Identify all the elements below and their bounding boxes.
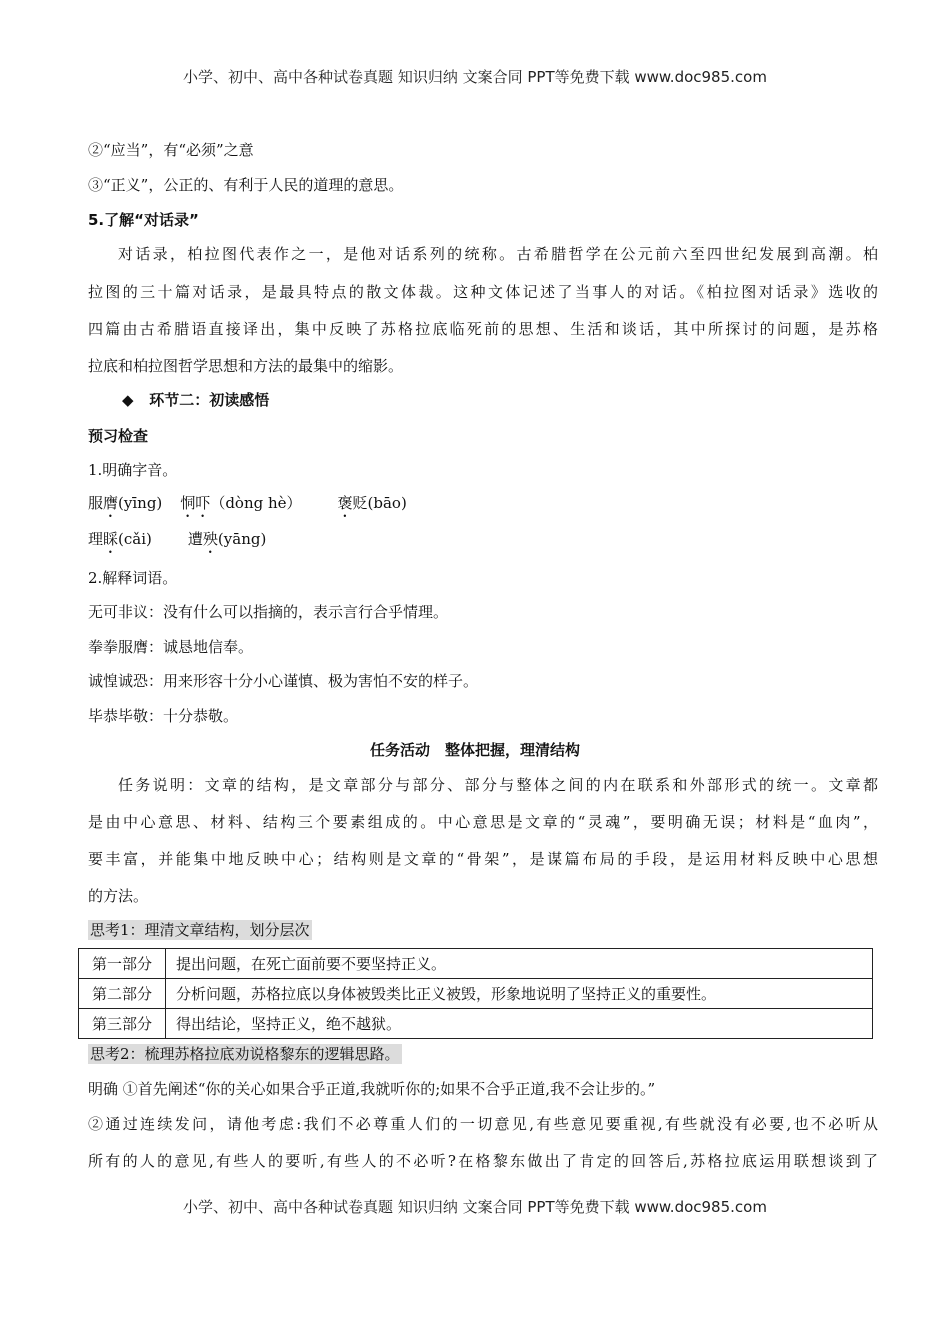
think-2-label: 思考2：梳理苏格拉底劝说格黎东的逻辑思路。 bbox=[90, 1045, 400, 1063]
pron-pinyin: （dòng hè） bbox=[210, 494, 302, 512]
think-2-line: 明确 ①首先阐述“你的关心如果合乎正道,我就听你的;如果不合乎正道,我不会让步的。” bbox=[88, 1080, 656, 1098]
term-definition: 无可非议：没有什么可以指摘的，表示言行合乎情理。 bbox=[88, 603, 449, 621]
page-header: 小学、初中、高中各种试卷真题 知识归纳 文案合同 PPT等免费下载 www.doc985.com bbox=[183, 68, 767, 86]
note-3: ③“正义”，公正的、有利于人民的道理的意思。 bbox=[88, 176, 404, 194]
think-2-line: 所有的人的意见,有些人的要听,有些人的不必听?在格黎东做出了肯定的回答后,苏格拉底运用联想谈到了 bbox=[88, 1152, 878, 1170]
preview-q1: 1.明确字音。 bbox=[88, 461, 178, 479]
part-cell: 第三部分 bbox=[79, 1009, 166, 1039]
content-cell: 提出问题，在死亡面前要不要坚持正义。 bbox=[166, 949, 873, 979]
task-line: 的方法。 bbox=[88, 887, 149, 905]
pron-pinyin: (yīng) bbox=[118, 494, 163, 512]
stage-2-title: 环节二：初读感悟 bbox=[149, 391, 270, 409]
pron-char: 遭 bbox=[187, 530, 203, 548]
pronunciation-row-1 bbox=[88, 492, 878, 521]
section-5-line: 拉底和柏拉图哲学思想和方法的最集中的缩影。 bbox=[88, 357, 404, 375]
structure-table bbox=[78, 948, 873, 1039]
table-row bbox=[79, 979, 873, 1009]
think-1-label: 思考1：理清文章结构，划分层次 bbox=[90, 921, 310, 939]
pronunciation-row-2 bbox=[88, 528, 878, 557]
content-cell: 得出结论，坚持正义，绝不越狱。 bbox=[166, 1009, 873, 1039]
term-definition: 拳拳服膺：诚恳地信奉。 bbox=[88, 638, 254, 656]
task-title: 任务活动 整体把握，理清结构 bbox=[369, 741, 580, 759]
preview-title: 预习检查 bbox=[88, 427, 149, 445]
part-cell: 第一部分 bbox=[79, 949, 166, 979]
part-cell: 第二部分 bbox=[79, 979, 166, 1009]
pron-char-dotted: 吓 bbox=[195, 494, 211, 512]
pron-pinyin: 贬(bāo) bbox=[352, 494, 407, 512]
task-line: 要丰富，并能集中地反映中心；结构则是文章的“骨架”，是谋篇布局的手段，是运用材料反映中心思想 bbox=[88, 850, 878, 868]
diamond-bullet-icon: ◆ bbox=[122, 391, 134, 409]
pron-char-dotted: 殃 bbox=[202, 530, 218, 548]
stage-2-heading bbox=[122, 389, 912, 410]
preview-q2: 2.解释词语。 bbox=[88, 569, 178, 587]
pron-char-dotted: 膺 bbox=[103, 494, 119, 512]
pron-char-dotted: 褒 bbox=[337, 494, 353, 512]
think-2-line: ②通过连续发问，请他考虑:我们不必尊重人们的一切意见,有些意见要重视,有些就没有必要,也不必听从 bbox=[88, 1115, 878, 1133]
section-5-line: 对话录，柏拉图代表作之一，是他对话系列的统称。古希腊哲学在公元前六至四世纪发展到高潮。柏 bbox=[118, 245, 878, 263]
term-definition: 诚惶诚恐：用来形容十分小心谨慎、极为害怕不安的样子。 bbox=[88, 672, 479, 690]
pron-pinyin: (cǎi) bbox=[118, 530, 152, 548]
note-2: ②“应当”，有“必须”之意 bbox=[88, 141, 254, 159]
page-footer: 小学、初中、高中各种试卷真题 知识归纳 文案合同 PPT等免费下载 www.doc985.com bbox=[183, 1198, 767, 1216]
pron-char: 服 bbox=[88, 494, 104, 512]
section-5-line: 四篇由古希腊语直接译出，集中反映了苏格拉底临死前的思想、生活和谈话，其中所探讨的问题，是苏格 bbox=[88, 320, 878, 338]
section-5-title: 5.了解“对话录” bbox=[88, 211, 199, 229]
table-row bbox=[79, 949, 873, 979]
table-row bbox=[79, 1009, 873, 1039]
section-5-line: 拉图的三十篇对话录，是最具特点的散文体裁。这种文体记述了当事人的对话。《柏拉图对话录》选收的 bbox=[88, 283, 878, 301]
task-line: 是由中心意思、材料、结构三个要素组成的。中心意思是文章的“灵魂”，要明确无误；材料是“血肉”， bbox=[88, 813, 878, 831]
pron-char-dotted: 恫 bbox=[180, 494, 196, 512]
task-line: 任务说明：文章的结构，是文章部分与部分、部分与整体之间的内在联系和外部形式的统一。文章都 bbox=[118, 776, 878, 794]
pron-pinyin: (yāng) bbox=[217, 530, 267, 548]
pron-char: 理 bbox=[88, 530, 104, 548]
term-definition: 毕恭毕敬：十分恭敬。 bbox=[88, 707, 239, 725]
content-cell: 分析问题，苏格拉底以身体被毁类比正义被毁，形象地说明了坚持正义的重要性。 bbox=[166, 979, 873, 1009]
pron-char-dotted: 睬 bbox=[103, 530, 119, 548]
